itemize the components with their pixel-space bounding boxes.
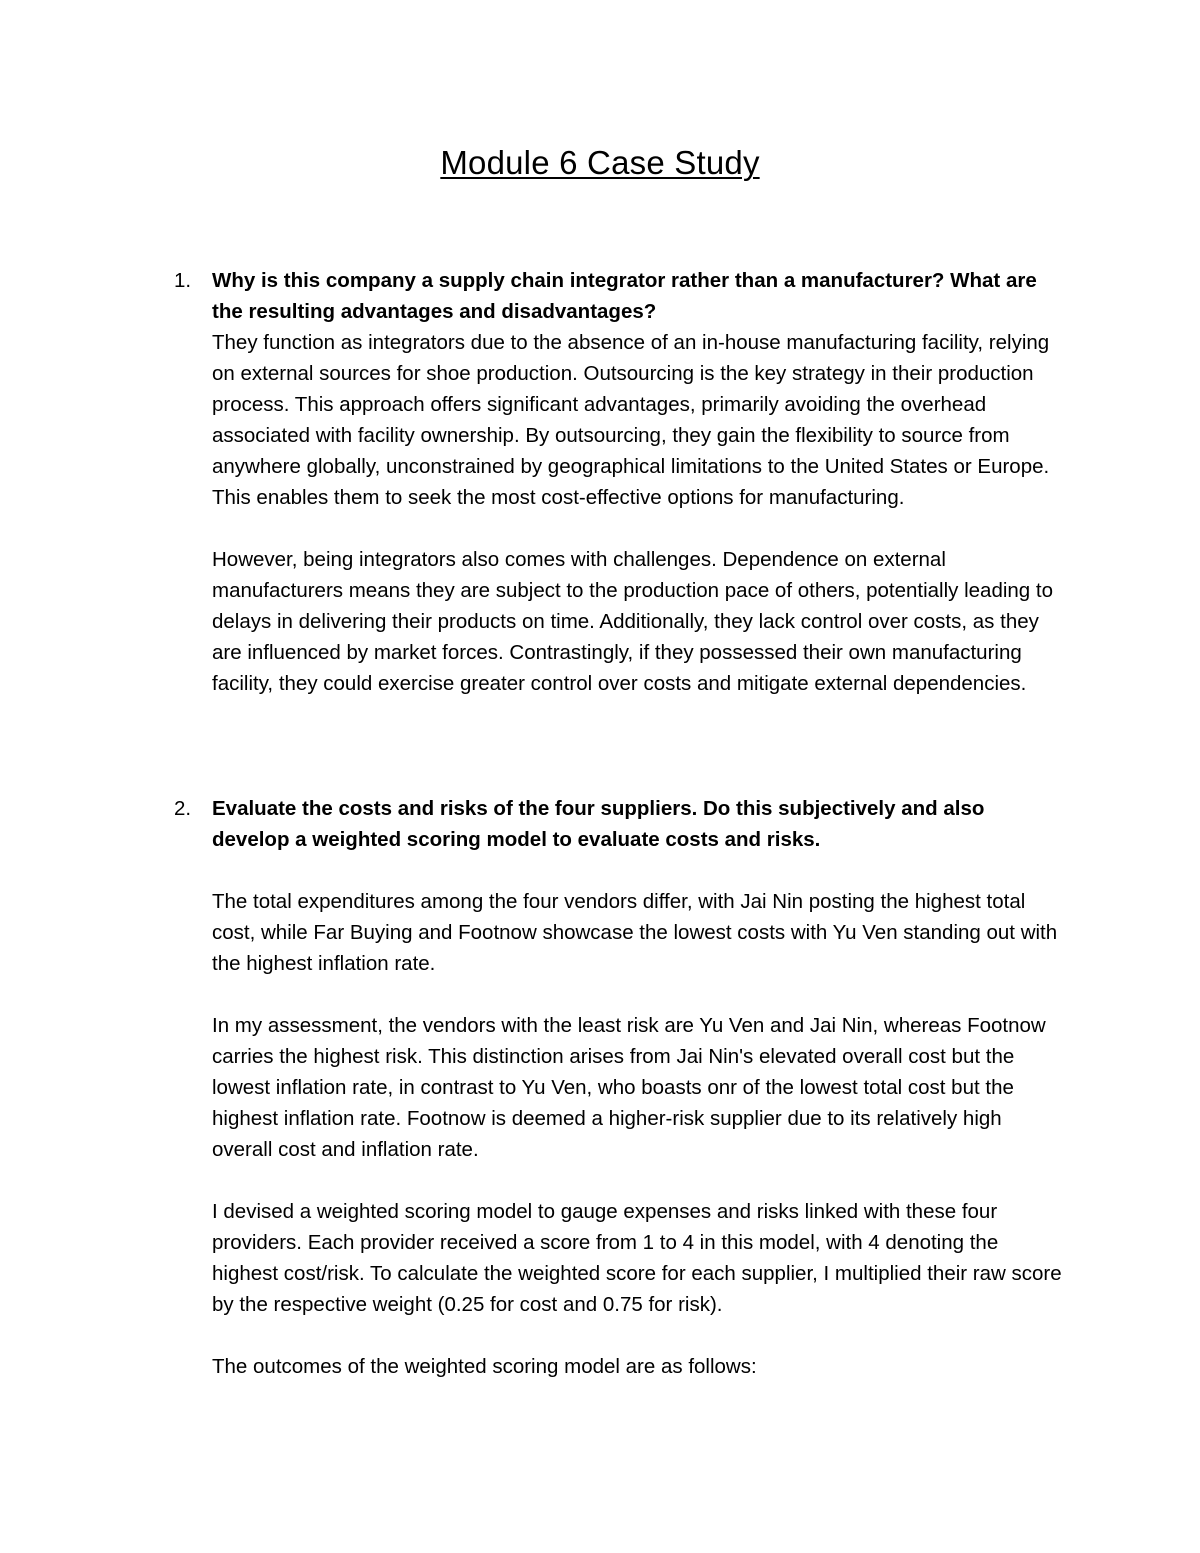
answer-paragraph: They function as integrators due to the absence of an in-house manufacturing facility, relying on external sources for shoe production. Outsourcing is the key strategy in their production process. This approach offers significant advantages, primarily avoiding the overhead associated with facility ownership. By outsourcing, they gain the flexibility to source from anywhere globally, unconstrained by geographical limitations to the United States or Europe. This enables them to seek the most cost-effective options for manufacturing. (212, 331, 1050, 509)
question-body (212, 265, 1062, 699)
answer-paragraph: The total expenditures among the four vendors differ, with Jai Nin posting the highest total cost, while Far Buying and Footnow showcase the lowest costs with Yu Ven standing out with the highest inflation rate. (212, 890, 1058, 975)
answer-paragraph: In my assessment, the vendors with the least risk are Yu Ven and Jai Nin, whereas Footnow carries the highest risk. This distinction arises from Jai Nin's elevated overall cost but the lowest inflation rate, in contrast to Yu Ven, who boasts onr of the lowest total cost but the highest inflation rate. Footnow is deemed a higher-risk supplier due to its relatively high overall cost and inflation rate. (212, 1014, 1046, 1161)
question-number: 2. (174, 797, 192, 820)
question-heading: Why is this company a supply chain integrator rather than a manufacturer? What are the resulting advantages and disadvantages? (212, 269, 1037, 323)
question-heading: Evaluate the costs and risks of the four suppliers. Do this subjectively and also develop a weighted scoring model to evaluate costs and risks. (212, 797, 985, 851)
question-body (212, 793, 1062, 1382)
answer-paragraph: The outcomes of the weighted scoring model are as follows: (212, 1355, 757, 1378)
answer-paragraph: However, being integrators also comes with challenges. Dependence on external manufacturers means they are subject to the production pace of others, potentially leading to delays in delivering their products on time. Additionally, they lack control over costs, as they are influenced by market forces. Contrastingly, if they possessed their own manufacturing facility, they could exercise greater control over costs and mitigate external dependencies. (212, 548, 1054, 695)
page-title: Module 6 Case Study (440, 144, 760, 181)
question-number: 1. (174, 269, 192, 292)
answer-paragraph: I devised a weighted scoring model to gauge expenses and risks linked with these four providers. Each provider received a score from 1 to 4 in this model, with 4 denoting the highest cost/risk. To calculate the weighted score for each supplier, I multiplied their raw score by the respective weight (0.25 for cost and 0.75 for risk). (212, 1200, 1062, 1316)
